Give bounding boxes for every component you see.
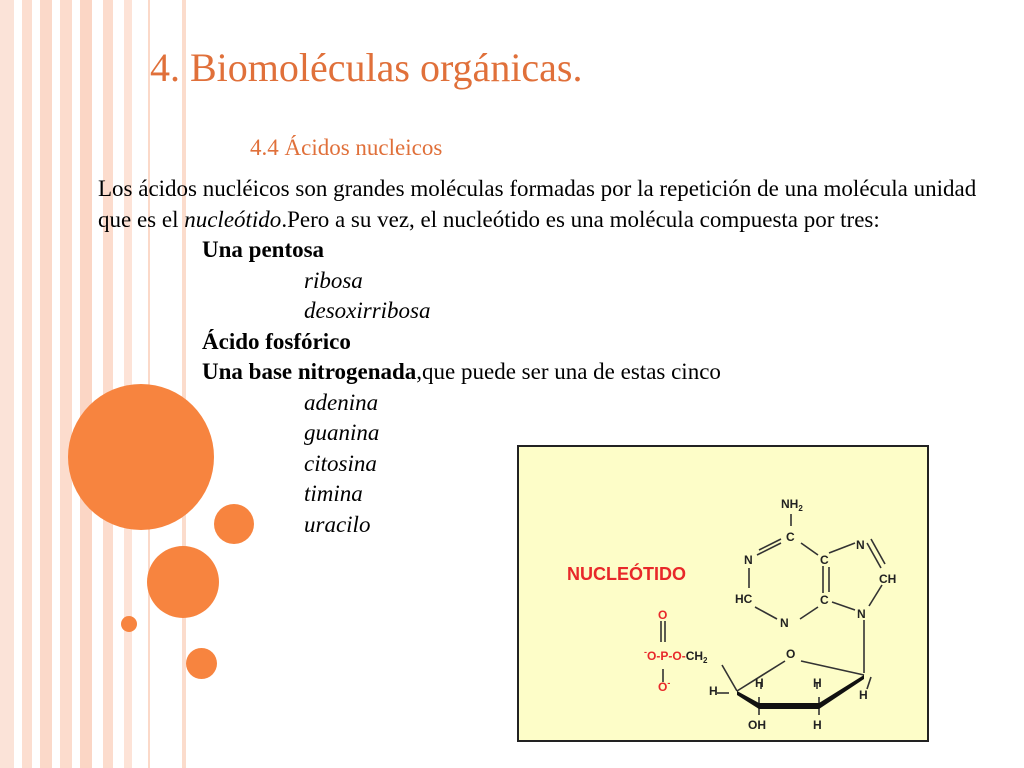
base-item: guanina [304, 420, 380, 445]
base-item: citosina [304, 450, 377, 476]
component-phosphoric-acid: Ácido fosfórico [202, 328, 351, 354]
pentose-item: ribosa [304, 267, 363, 293]
section-subtitle: 4.4 Ácidos nucleicos [250, 135, 443, 160]
component-pentose: Una pentosa [202, 237, 325, 262]
base-item: uracilo [304, 511, 371, 537]
atom-n: N [856, 538, 865, 552]
atom-n: N [857, 607, 866, 621]
atom-c: C [786, 530, 795, 544]
atom-h: H [755, 676, 764, 690]
atom-n: N [744, 553, 753, 567]
atom-h: H [709, 684, 718, 698]
atom-ring-o: O [786, 647, 796, 661]
sugar-phosphate-bonds [661, 621, 871, 715]
atom-ch: CH [879, 572, 897, 586]
nucleotide-figure [517, 445, 929, 742]
atom-o-negative: O- [658, 678, 671, 694]
atom-o: O [658, 608, 668, 622]
figure-title: NUCLEÓTIDO [567, 564, 686, 584]
decorative-circle-tiny [121, 616, 137, 632]
slide-title: 4. Biomoléculas orgánicas. [150, 45, 583, 90]
atom-h: H [859, 688, 868, 702]
atom-nh2: $NH_2$ [781, 497, 803, 513]
atom-h: H [813, 718, 822, 732]
nucleotide-term: nucleótido [184, 206, 282, 232]
decorative-circle-small-2 [186, 648, 217, 679]
atom-c: C [820, 593, 829, 607]
base-item: timina [304, 481, 363, 506]
nucleotide-structure-diagram [519, 447, 927, 740]
pentose-item: desoxirribosa [304, 298, 431, 323]
base-item: adenina [304, 389, 379, 415]
component-nitrogenous-base: Una base nitrogenada,que puede ser una de estas cinco [202, 359, 721, 384]
atom-oh: OH [748, 718, 766, 732]
atom-h: H [813, 676, 822, 690]
intro-paragraph: Los ácidos nucléicos son grandes moléculas formadas por la repetición de una molécula unidad que es el nucleótido.Pero a su vez, el nucleótido es una molécula compuesta por tres: [98, 176, 977, 232]
atom-c: C [820, 553, 829, 567]
atom-hc: HC [735, 592, 753, 606]
phosphate-group: $^-O-P-O-CH_2$ [644, 647, 708, 665]
decorative-circle-medium [147, 546, 219, 618]
atom-n: N [780, 616, 789, 630]
